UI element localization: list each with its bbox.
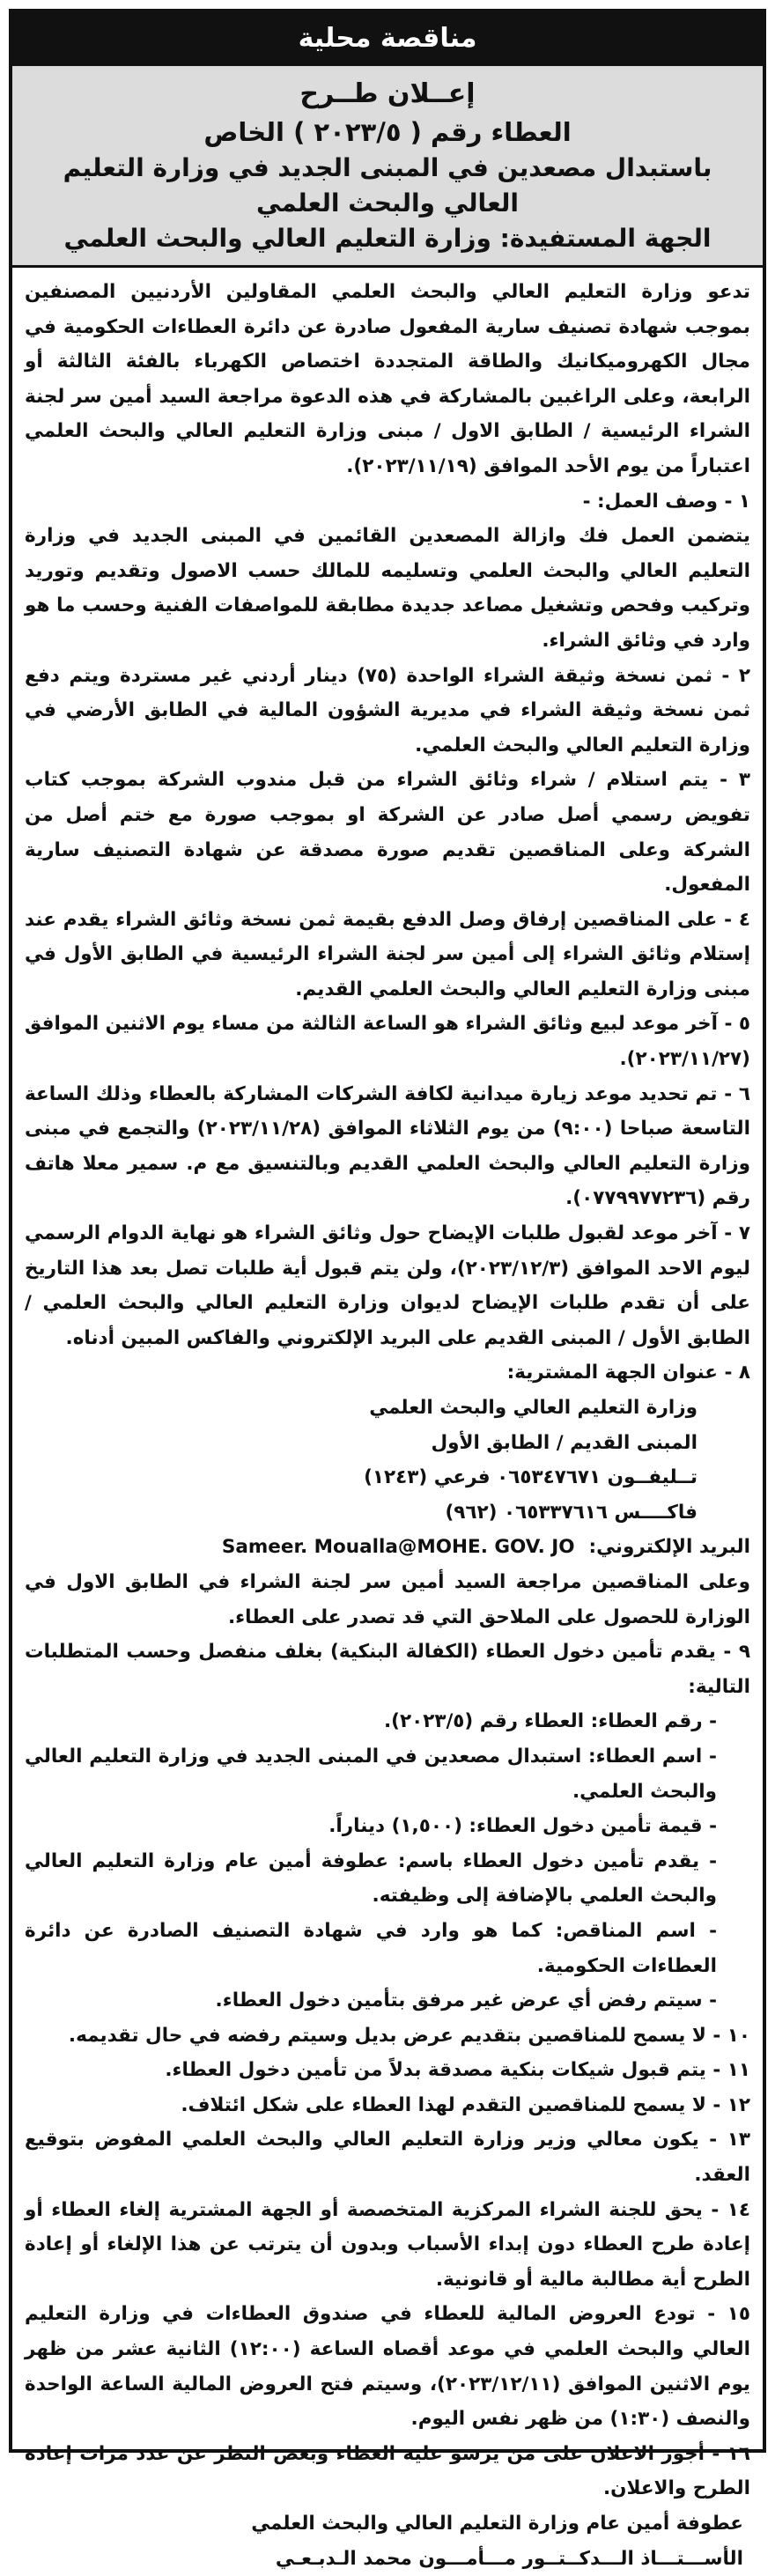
- tender-reference: العطاء رقم ( ٢٠٢٣/٥ ) الخاص: [203, 117, 572, 147]
- bond-tender-number: - رقم العطاء: العطاء رقم (٢٠٢٣/٥).: [383, 1710, 717, 1733]
- item-10: ١٠ - لا يسمح للمناقصين بتقديم عرض بديل وسيتم رفضه في حال تقديمه.: [68, 2024, 750, 2047]
- item-8-title: ٨ - عنوان الجهة المشترية:: [506, 1362, 750, 1384]
- address-ministry: وزارة التعليم العالي والبحث العلمي: [369, 1397, 698, 1419]
- bid-bond-requirements: [25, 1704, 750, 2018]
- item-4: ٤ - على المناقصين إرفاق وصل الدفع بقيمة ثمن نسخة وثائق الشراء يقدم عند إستلام وثائق الشراء إلى أمين سر لجنة الشراء الرئيسية في الطابق الأول في مبنى وزارة التعليم العالي والبحث العلمي القديم.: [25, 908, 750, 1000]
- item-7: ٧ - آخر موعد لقبول طلبات الإيضاح حول وثائق الشراء هو نهاية الدوام الرسمي ليوم الاحد الموافق (٢٠٢٣/١٢/٣)، ولن يتم قبول أية طلبات تصل بعد هذا التاريخ على أن تقدم طلبات الإيضاح لديوان وزارة التعليم العالي والبحث العلمي / الطابق الأول / المبنى القديم على البريد الإلكتروني والفاكس المبين أدناه.: [25, 1222, 750, 1349]
- item-9-title: ٩ - يقدم تأمين دخول العطاء (الكفالة البنكية) بغلف منفصل وحسب المتطلبات التالية:: [25, 1641, 750, 1698]
- addenda-note: وعلى المناقصين مراجعة السيد أمين سر لجنة الشراء في الطابق الاول في الوزارة للحصول على الملاحق التي قد تصدر على العطاء.: [25, 1570, 750, 1628]
- item-13: ١٣ - يكون معالي وزير وزارة التعليم العالي والبحث العلمي المفوض بتوقيع العقد.: [25, 2129, 750, 2187]
- tender-notice: [9, 9, 766, 2570]
- email-row: [25, 1530, 750, 1565]
- item-1-title: ١ - وصف العمل: -: [582, 490, 750, 513]
- announcement-title: إعــلان طــرح: [299, 78, 476, 109]
- address-phone: تــليفــون ٠٦٥٣٤٧٦٧١ فرعي (١٢٤٣): [364, 1466, 698, 1489]
- address-fax: فاكــــس ٠٦٥٣٣٧٦١٦ (٩٦٢): [445, 1501, 698, 1524]
- signatory-name: الأســـتـــاذ الـــدكــتــور مـــأمـــون محمد الـدبـعـي: [275, 2547, 743, 2570]
- purchaser-address: [25, 1391, 750, 1530]
- signature-block: [25, 2506, 750, 2576]
- item-1-text: يتضمن العمل فك وازالة المصعدين القائمين في المبنى الجديد في وزارة التعليم العالي والبحث العلمي وتسليمه للمالك حسب الاصول وتقديم وتوريد وتركيب وفحص وتشغيل مصاعد جديدة مطابقة للمواصفات الفنية وحسب ما هو وارد في وثائق الشراء.: [25, 525, 750, 652]
- bond-rejection-note: - سيتم رفض أي عرض غير مرفق بتأمين دخول العطاء.: [215, 1989, 717, 2012]
- bond-bidder-name: - اسم المناقص: كما هو وارد في شهادة التصنيف الصادرة عن دائرة العطاءات الحكومية.: [25, 1919, 717, 1977]
- item-14: ١٤ - يحق للجنة الشراء المركزية المتخصصة أو الجهة المشترية إلغاء العطاء أو إعادة طرح العطاء دون إبداء الأسباب وبدون أن يترتب عن هذا الإلغاء أو إعادة الطرح أية مطالبة مالية أو قانونية.: [25, 2198, 750, 2291]
- beneficiary-line: الجهة المستفيدة: وزارة التعليم العالي والبحث العلمي: [63, 224, 712, 253]
- item-11: ١١ - يتم قبول شيكات بنكية مصدقة بدلاً من تأمين دخول العطاء.: [165, 2059, 750, 2082]
- tender-type-banner: [12, 12, 763, 66]
- bond-amount: - قيمة تأمين دخول العطاء: (١,٥٠٠) ديناراً.: [328, 1815, 717, 1838]
- item-15: ١٥ - تودع العروض المالية للعطاء في صندوق العطاءات في وزارة التعليم العالي والبحث العلمي في موعد أقصاه الساعة (١٢:٠٠) الثانية عشر من ظهر يوم الاثنين الموافق (٢٠٢٣/١٢/١١)، وسيتم فتح العروض المالية الساعة الواحدة والنصف (١:٣٠) من ظهر نفس اليوم.: [25, 2303, 751, 2431]
- notice-body: [12, 268, 763, 2576]
- intro-paragraph: تدعو وزارة التعليم العالي والبحث العلمي المقاولين الأردنيين المصنفين بموجب شهادة تصنيف سارية المفعول صادرة عن دائرة العطاءات الحكومية في مجال الكهروميكانيك والطاقة المتجددة اختصاص الكهرباء بالفئة الثالثة أو الرابعة، وعلى الراغبين بالمشاركة في هذه الدعوة مراجعة السيد أمين سر لجنة الشراء الرئيسية / الطابق الاول / مبنى وزارة التعليم العالي والبحث العلمي اعتباراً من يوم الأحد الموافق (٢٠٢٣/١١/١٩).: [25, 281, 750, 477]
- email-address[interactable]: Sameer. Moualla@MOHE. GOV. JO: [221, 1536, 575, 1559]
- item-16: ١٦ - أجور الاعلان على من يرسو عليه العطاء وبغض النظر عن عدد مرات إعادة الطرح والاعلان.: [25, 2442, 750, 2500]
- bond-tender-name: - اسم العطاء: استبدال مصعدين في المبنى الجديد في وزارة التعليم العالي والبحث العلمي.: [25, 1745, 717, 1803]
- item-3: ٣ - يتم استلام / شراء وثائق الشراء من قبل مندوب الشركة بموجب كتاب تفويض رسمي أصل صادر عن الشركة او بموجب صورة مع ختم أصل من الشركة وعلى المناقصين تقديم صورة مصدقة عن شهادة التصنيف سارية المفعول.: [25, 769, 750, 897]
- notice-header: [12, 66, 763, 268]
- item-5: ٥ - آخر موعد لبيع وثائق الشراء هو الساعة الثالثة من مساء يوم الاثنين الموافق (٢٠٢٣/١١/٢٧).: [25, 1013, 750, 1071]
- email-label: البريد الإلكتروني:: [588, 1536, 750, 1559]
- tender-subject: باستبدال مصعدين في المبنى الجديد في وزارة التعليم العالي والبحث العلمي: [63, 153, 712, 218]
- item-6: ٦ - تم تحديد موعد زيارة ميدانية لكافة الشركات المشاركة بالعطاء وذلك الساعة التاسعة صباحا (٩:٠٠) من يوم الثلاثاء الموافق (٢٠٢٣/١١/٢٨) والتجمع في مبنى وزارة التعليم العالي والبحث العلمي القديم وبالتنسيق مع م. سمير معلا هاتف رقم (٠٧٧٩٩٧٧٢٣٦).: [25, 1082, 750, 1210]
- item-2: ٢ - ثمن نسخة وثيقة الشراء الواحدة (٧٥) دينار أردني غير مستردة ويتم دفع ثمن نسخة وثيقة الشراء في مديرية الشؤون المالية في الطابق الأرضي في وزارة التعليم العالي والبحث العلمي.: [25, 664, 750, 757]
- tender-type-title: مناقصة محلية: [298, 22, 477, 54]
- bond-beneficiary: - يقدم تأمين دخول العطاء باسم: عطوفة أمين عام وزارة التعليم العالي والبحث العلمي بالإضافة إلى وظيفته.: [25, 1849, 717, 1908]
- address-building: المبنى القديم / الطابق الأول: [431, 1431, 698, 1454]
- signatory-title: عطوفة أمين عام وزارة التعليم العالي والبحث العلمي: [251, 2513, 743, 2535]
- item-12: ١٢ - لا يسمح للمناقصين التقدم لهذا العطاء على شكل ائتلاف.: [181, 2093, 750, 2116]
